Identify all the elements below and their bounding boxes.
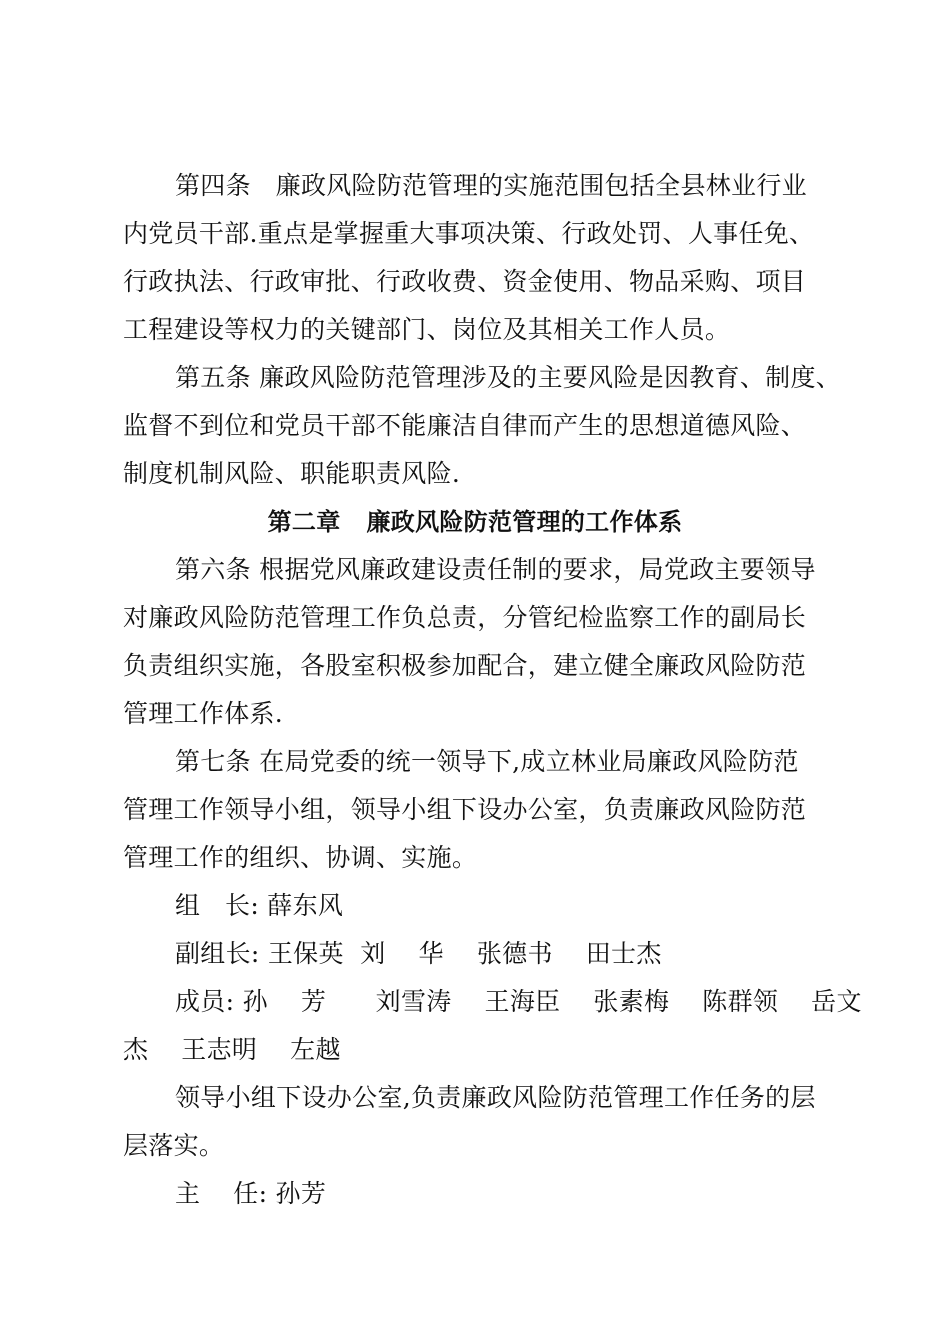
article5-line-3: 制度机制风险、职能职责风险. (123, 459, 461, 488)
article6-line-3: 负责组织实施，各股室积极参加配合，建立健全廉政风险防范 (123, 651, 807, 680)
article6-line-1: 第六条 根据党风廉政建设责任制的要求，局党政主要领导 (175, 555, 816, 584)
deputy-leader-line: 副组长: 王保英 刘 华 张德书 田士杰 (175, 939, 662, 968)
office-line-2: 层落实。 (123, 1131, 225, 1160)
members-line-2: 杰 王志明 左越 (123, 1035, 341, 1064)
chapter-heading: 第二章 廉政风险防范管理的工作体系 (267, 508, 683, 536)
article4-line-2: 内党员干部.重点是掌握重大事项决策、行政处罚、人事任免、 (123, 219, 815, 248)
article7-line-1: 第七条 在局党委的统一领导下,成立林业局廉政风险防范 (175, 747, 799, 776)
article6-line-4: 管理工作体系. (123, 699, 284, 728)
article5-line-1: 第五条 廉政风险防范管理涉及的主要风险是因教育、制度、 (175, 363, 842, 392)
article7-line-2: 管理工作领导小组，领导小组下设办公室，负责廉政风险防范 (123, 795, 807, 824)
leader-line: 组 长: 薛东风 (175, 891, 344, 920)
office-line-1: 领导小组下设办公室,负责廉政风险防范管理工作任务的层 (175, 1083, 816, 1112)
article5-line-2: 监督不到位和党员干部不能廉洁自律而产生的思想道德风险、 (123, 411, 807, 440)
article6-line-2: 对廉政风险防范管理工作负总责，分管纪检监察工作的副局长 (123, 603, 807, 632)
members-line-1: 成员: 孙 芳 刘雪涛 王海臣 张素梅 陈群领 岳文 (175, 987, 862, 1016)
director-line: 主 任: 孙芳 (175, 1179, 327, 1208)
article4-line-3: 行政执法、行政审批、行政收费、资金使用、物品采购、项目 (123, 267, 807, 296)
article4-line-1: 第四条 廉政风险防范管理的实施范围包括全县林业行业 (175, 171, 807, 200)
article4-line-4: 工程建设等权力的关键部门、岗位及其相关工作人员。 (123, 315, 731, 344)
article7-line-3: 管理工作的组织、协调、实施。 (123, 843, 478, 872)
